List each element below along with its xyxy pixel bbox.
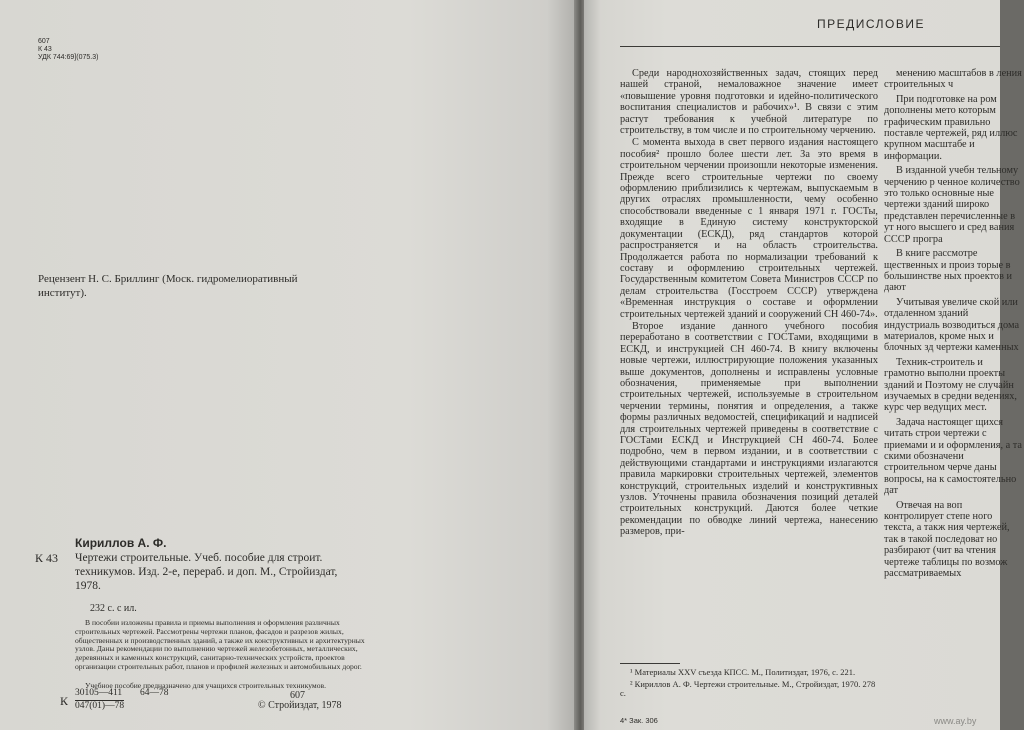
order-mark: 4* Зак. 306 — [620, 716, 658, 725]
watermark: www.ay.by — [934, 716, 977, 726]
catalog-code: К 43 — [35, 551, 59, 565]
preface-paragraph: Среди народнохозяйственных задач, стоящих перед нашей страной, немаловажное значение имеет «повышение уровня подготовки и идейно-политического воспитания специалистов и рабочих»¹. В связи с этим растут требования к учебной литературе по строительству, в том числе и по строительному черчению. — [620, 68, 878, 137]
catalog-publisher: © Стройиздат, 1978 — [258, 700, 342, 711]
cropped-paragraph: менению масштабов в ления строительных ч — [884, 68, 1022, 91]
heading-rule — [620, 46, 1000, 47]
cropped-paragraph: Техник-строитель и грамотно выполни проекты зданий и Поэтому не случайн изучаемых в средни ведениях, курс чер ведущих мест. — [884, 356, 1017, 414]
catalog-index-denominator: 047(01)—78 — [75, 701, 125, 711]
footnote: ² Кириллов А. Ф. Чертежи строительные. М., Стройиздат, 1970. 278 с. — [620, 678, 876, 699]
page-heading: ПРЕДИСЛОВИЕ — [817, 17, 925, 31]
cropped-paragraph: Учитывая увеличе ской или отдаленном зданий индустриаль возводиться дома материалов, кроме ных и блочных зд чертежи каменных — [884, 296, 1020, 354]
cropped-paragraph: В книге рассмотре щественных и произ торые в большинстве ных проектов и дают — [884, 248, 1013, 294]
footnotes — [620, 668, 878, 701]
preface-paragraph: Второе издание данного учебного пособия переработано в соответствии с ГОСТами, входящими в ЕСКД, и инструкцией СН 460-74. В книгу включены новые чертежи, иллюстрирующие положения указанных выше документов, дополнены и исправлены условные обозначения, применяемые при выполнении строительных чертежей, используемые в строительном черчении термины, понятия и определения, а также формы различных ведомостей, спецификаций и надписей для строительных чертежей приведены в соответствие с ГОСТами ЕСКД и Инструкцией СН 460-74. Более подробно, чем в первом издании, и в соответствии с действующими стандартами и инструкциями излагаются правила маркировки строительных чертежей, элементов конструкций, строительных изделий и конструктивных узлов. Уточнены правила обозначения позиций деталей строительных конструкций. Даются более четкие рекомендации по обводке линий чертежа, нанесению размеров, при- — [620, 320, 878, 538]
preface-paragraph: С момента выхода в свет первого издания настоящего пособия² прошло более шести лет. За это время в строительном черчении произошли некоторые изменения. Прежде всего строительные чертежи по своему оформлению приблизились к чертежам, выпускаемым в других отраслях промышленности, чему особенно способствовали введенные с 1 января 1971 г. ГОСТы, входящие в Единую систему конструкторской документации (ЕСКД), ряд стандартов которой распространяется и на область строительства. Продолжается работа по нормализации требований к составу и оформлению строительных чертежей. Государственным комитетом Совета Министров СССР по делам строительства (Госстроем СССР) утверждена «Временная инструкция о составе и оформлении строительных чертежей зданий и сооружений СН 460-74». — [620, 137, 878, 320]
udc-line: 607 — [38, 38, 50, 45]
footnote-rule — [620, 663, 680, 664]
catalog-class-number: 607 — [290, 690, 305, 701]
udc-line: К 43 — [38, 46, 52, 53]
reviewer-note: Рецензент Н. С. Бриллинг (Моск. гидромелиоративный институт). — [38, 273, 298, 299]
cropped-paragraph: При подготовке на ром дополнены мето которым графическим правильно поставле чертежей, ряд иллюс крупном масштабе и информации. — [884, 93, 1018, 162]
catalog-author: Кириллов А. Ф. — [75, 536, 167, 550]
catalog-audience: Учебное пособие предназначено для учащихся строительных техникумов. — [85, 681, 326, 690]
footnote: ¹ Материалы XXV съезда КПСС. М., Политиздат, 1976, с. 221. — [630, 667, 856, 677]
preface-main-column — [620, 68, 878, 538]
right-page — [584, 0, 1022, 730]
preface-cropped-column — [884, 68, 1024, 582]
cropped-paragraph: В изданной учебн тельному черчению р ченное количество это только основные ные чертежи зданий широко представлен перечисленные в ут ного высшего и сред вания СССР програ — [884, 165, 1020, 245]
catalog-index-letter: К — [60, 694, 69, 708]
catalog-pages: 232 с. с ил. — [90, 603, 137, 614]
catalog-index-series: 64—78 — [140, 688, 169, 698]
udc-block — [38, 38, 98, 62]
catalog-index-numerator: 30105—411 — [75, 688, 124, 701]
cropped-paragraph: Отвечая на воп контролирует степе ного текста, а такж ния чертежей, так в такой последоват но разбирают (чит ва чтения чертеже таблицы по возмож рассматриваемых — [884, 499, 1010, 580]
catalog-index-fraction — [75, 688, 124, 712]
catalog-annotation: В пособии изложены правила и приемы выполнения и оформления различных строительных чертежей. Рассмотрены чертежи планов, фасадов и разрезов жилых, общественных и производственных зданий, а также их конструктивных и архитектурных узлов. Даны рекомендации по выполнению чертежей железобетонных, металлических, деревянных и каменных конструкций, санитарно-технических устройств, проектов организации строительных работ, планов и профилей железных и автомобильных дорог. — [75, 618, 365, 671]
cropped-paragraph: Задача настоящег щихся читать строи чертежи с приемами и и оформления, а та скими обозначени строительном черче даны вопросы, на к самостоятельно дат — [884, 416, 1022, 497]
udc-line: УДК 744:69](075.3) — [38, 54, 99, 61]
catalog-bib-text: Чертежи строительные. Учеб. пособие для строит. техникумов. Изд. 2-е, перераб. и доп. М., Стройиздат, 1978. — [75, 552, 338, 592]
